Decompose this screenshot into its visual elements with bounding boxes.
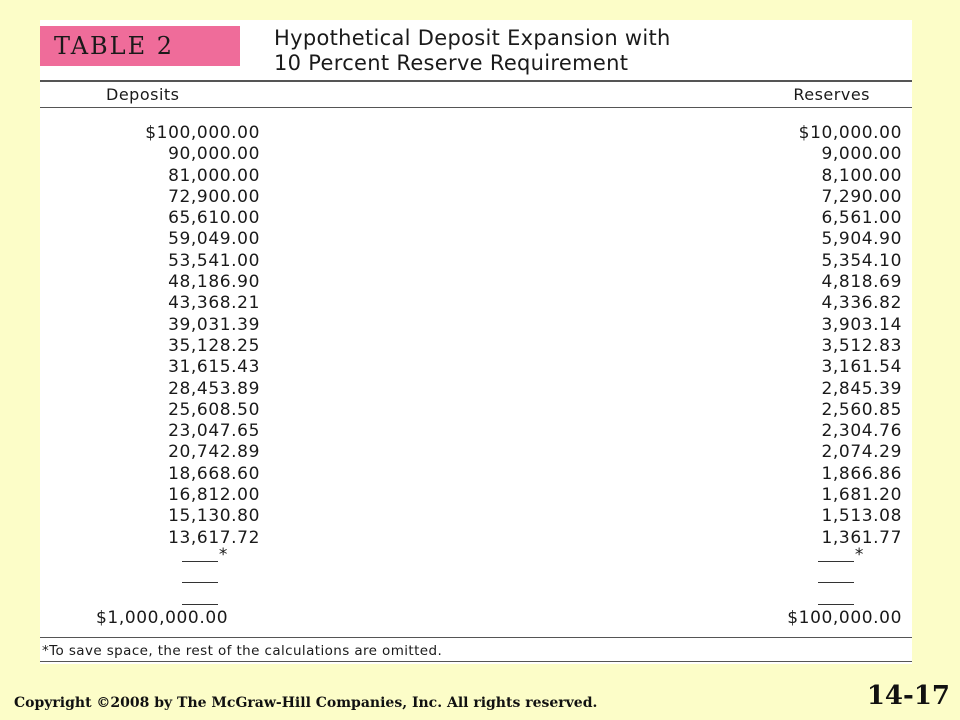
reserve-value: 2,074.29 <box>821 442 902 463</box>
reserve-value: 3,161.54 <box>821 357 902 378</box>
divider-header <box>40 107 912 108</box>
reserve-value: 4,818.69 <box>821 272 902 293</box>
table-badge: TABLE 2 <box>40 26 240 66</box>
total-deposits: $1,000,000.00 <box>96 608 229 628</box>
reserve-value: 1,681.20 <box>821 485 902 506</box>
reserve-value: 9,000.00 <box>821 144 902 165</box>
omitted-marker: * <box>218 544 228 565</box>
deposit-value: 39,031.39 <box>168 314 260 335</box>
omitted-dash <box>182 549 218 562</box>
reserve-value: 1,866.86 <box>821 463 902 484</box>
reserve-value: 1,513.08 <box>821 506 902 527</box>
deposit-value: 53,541.00 <box>168 250 260 271</box>
reserve-value: 1,361.77 <box>821 527 902 548</box>
reserve-value: 4,336.82 <box>821 293 902 314</box>
deposit-value: 18,668.60 <box>168 463 260 484</box>
footnote: *To save space, the rest of the calculations are omitted. <box>42 643 443 659</box>
omitted-row <box>702 544 902 570</box>
deposit-value: 90,000.00 <box>168 144 260 165</box>
reserve-value: 7,290.00 <box>821 186 902 207</box>
reserve-value: $10,000.00 <box>798 123 902 143</box>
table-panel <box>40 20 912 664</box>
deposit-value: 23,047.65 <box>168 421 260 442</box>
reserve-value: 6,561.00 <box>821 208 902 229</box>
deposit-value: 48,186.90 <box>168 272 260 293</box>
omitted-dash <box>818 549 854 562</box>
table-title <box>274 26 910 76</box>
copyright-notice: Copyright ©2008 by The McGraw-Hill Companies, Inc. All rights reserved. <box>14 695 598 711</box>
omitted-row <box>702 570 902 591</box>
reserve-value: 8,100.00 <box>821 165 902 186</box>
deposit-value: 65,610.00 <box>168 208 260 229</box>
header-reserves: Reserves <box>793 85 870 104</box>
reserve-value: 5,904.90 <box>821 229 902 250</box>
total-reserves: $100,000.00 <box>787 608 902 628</box>
slide-number: 14-17 <box>866 681 950 711</box>
omitted-dash <box>182 570 218 583</box>
deposit-value: 16,812.00 <box>168 485 260 506</box>
divider-footnote <box>40 661 912 662</box>
deposit-value: 59,049.00 <box>168 229 260 250</box>
header-deposits: Deposits <box>106 85 180 104</box>
reserve-value: 2,560.85 <box>821 399 902 420</box>
divider-bottom <box>40 637 912 638</box>
deposit-value: 28,453.89 <box>168 378 260 399</box>
deposits-column <box>60 123 260 613</box>
deposit-value: 31,615.43 <box>168 357 260 378</box>
reserve-value: 3,903.14 <box>821 314 902 335</box>
deposit-value: 25,608.50 <box>168 399 260 420</box>
deposit-value: 35,128.25 <box>168 335 260 356</box>
deposit-value: 20,742.89 <box>168 442 260 463</box>
title-line-2: 10 Percent Reserve Requirement <box>274 51 629 75</box>
reserve-value: 3,512.83 <box>821 335 902 356</box>
deposit-value: $100,000.00 <box>145 123 260 143</box>
deposit-value: 15,130.80 <box>168 506 260 527</box>
deposit-value: 43,368.21 <box>168 293 260 314</box>
deposit-value: 72,900.00 <box>168 186 260 207</box>
reserve-value: 2,845.39 <box>821 378 902 399</box>
reserve-value: 5,354.10 <box>821 250 902 271</box>
deposit-value: 13,617.72 <box>168 527 260 548</box>
deposit-value: 81,000.00 <box>168 165 260 186</box>
omitted-marker: * <box>854 544 864 565</box>
omitted-dash <box>818 570 854 583</box>
divider-top <box>40 80 912 82</box>
omitted-row <box>60 544 260 570</box>
omitted-dash <box>182 592 218 605</box>
reserves-column <box>702 123 902 613</box>
reserve-value: 2,304.76 <box>821 421 902 442</box>
title-line-1: Hypothetical Deposit Expansion with <box>274 26 671 50</box>
omitted-row <box>60 570 260 591</box>
omitted-dash <box>818 592 854 605</box>
